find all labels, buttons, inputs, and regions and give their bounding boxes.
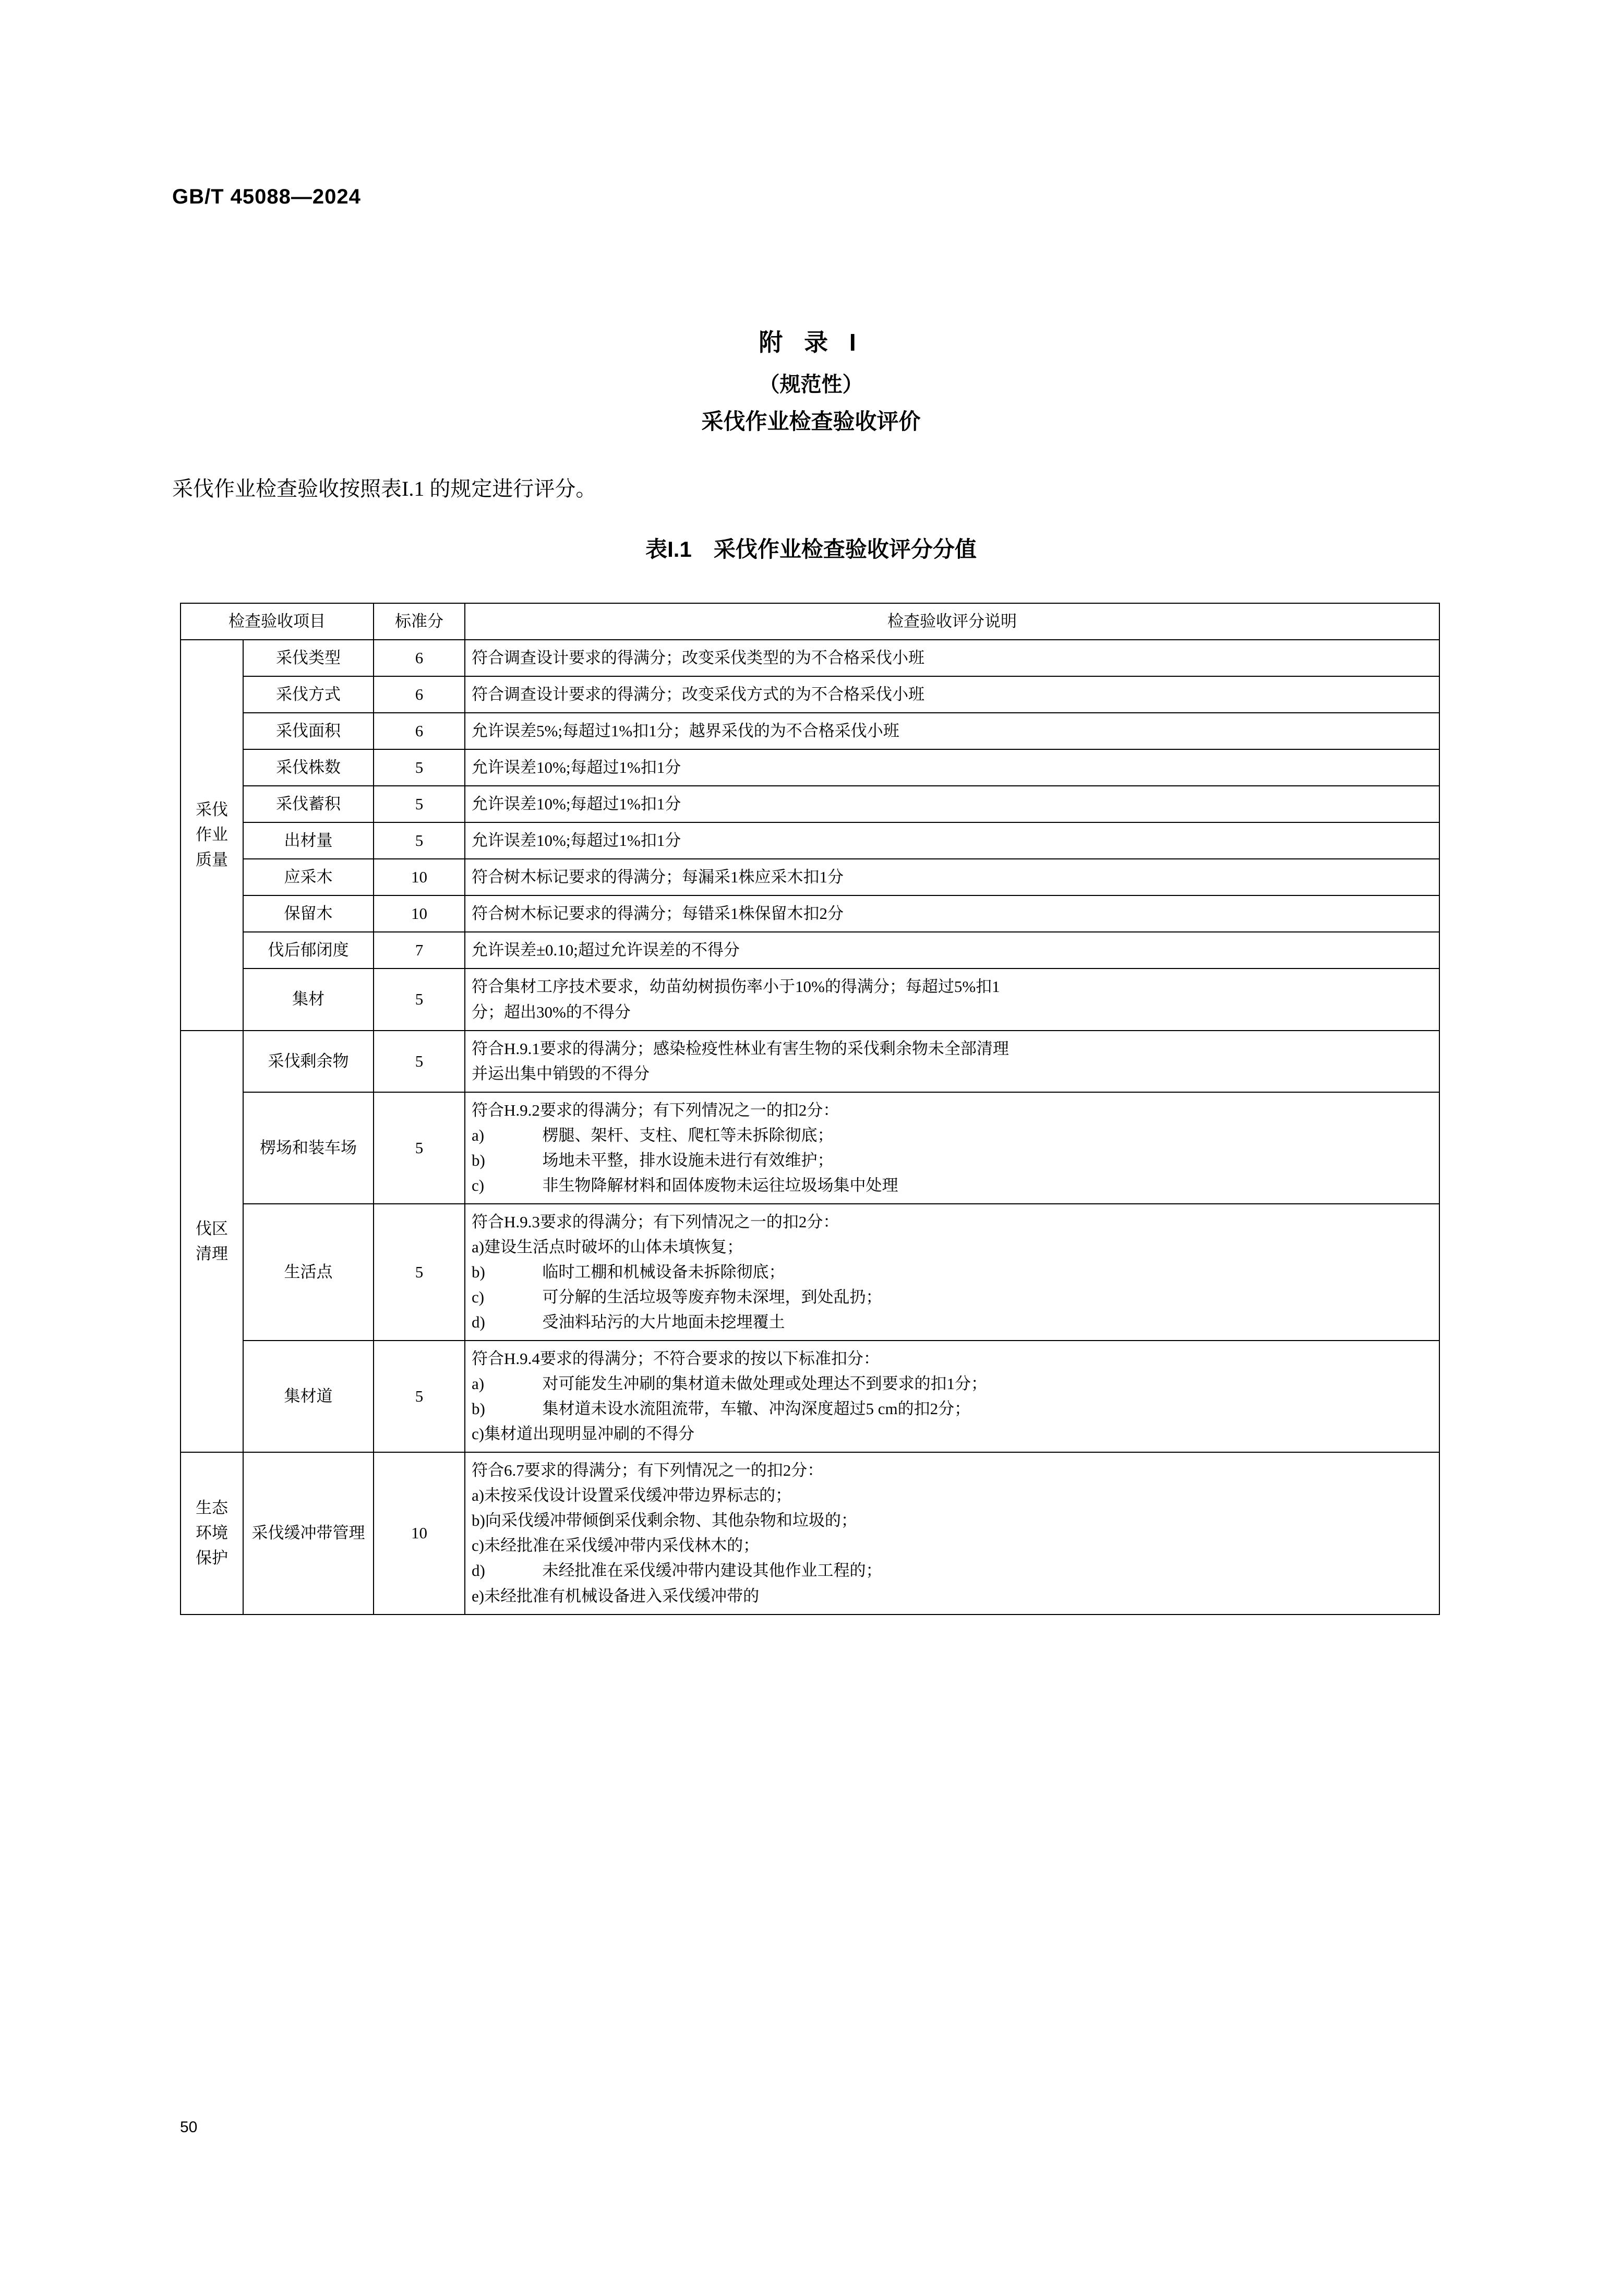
- sub-item: d) 未经批准在采伐缓冲带内建设其他作业工程的；: [472, 1561, 882, 1580]
- table-row: [181, 895, 1439, 932]
- item-score: 10: [374, 1452, 465, 1614]
- item-name: 保留木: [243, 895, 374, 932]
- sub-item: b) 集材道未设水流阻流带，车辙、冲沟深度超过5 cm的扣2分；: [472, 1400, 971, 1418]
- header-score: 标准分: [374, 603, 465, 640]
- item-score: 5: [374, 1031, 465, 1092]
- sub-item: a) 对可能发生冲刷的集材道未做处理或处理达不到要求的扣1分；: [472, 1374, 987, 1393]
- table-row: [181, 713, 1439, 749]
- item-score: 10: [374, 895, 465, 932]
- item-name: 采伐剩余物: [243, 1031, 374, 1092]
- item-name: 集材: [243, 968, 374, 1030]
- item-name: 出材量: [243, 822, 374, 859]
- table-row: [181, 640, 1439, 676]
- table-caption: 表I.1 采伐作业检查验收评分分值: [645, 537, 977, 561]
- item-score: 5: [374, 1341, 465, 1452]
- item-score: 5: [374, 1092, 465, 1204]
- item-name: 采伐缓冲带管理: [243, 1452, 374, 1614]
- item-name: 采伐类型: [243, 640, 374, 676]
- table-row: [181, 859, 1439, 895]
- sub-item: d) 受油料玷污的大片地面未挖埋覆土: [472, 1313, 785, 1332]
- table-row: [181, 1092, 1439, 1204]
- item-name: 采伐面积: [243, 713, 374, 749]
- standard-number: GB/T 45088—2024: [172, 185, 361, 208]
- item-score: 6: [374, 676, 465, 713]
- group-label-eco: 生态 环境 保护: [181, 1452, 243, 1614]
- table-row: [181, 1031, 1439, 1092]
- table-header-row: [181, 603, 1439, 640]
- intro-paragraph: 采伐作业检查验收按照表I.1 的规定进行评分。: [172, 477, 597, 500]
- item-desc: 符合调查设计要求的得满分；改变采伐方式的为不合格采伐小班: [465, 676, 1439, 713]
- item-desc: 符合调查设计要求的得满分；改变采伐类型的为不合格采伐小班: [465, 640, 1439, 676]
- table-row: [181, 932, 1439, 968]
- item-score: 5: [374, 1204, 465, 1341]
- item-desc: 允许误差10%;每超过1%扣1分: [465, 786, 1439, 822]
- page-number: 50: [180, 2119, 198, 2136]
- item-desc: 符合树木标记要求的得满分；每错采1株保留木扣2分: [465, 895, 1439, 932]
- annex-type: （规范性）: [759, 373, 863, 396]
- item-score: 7: [374, 932, 465, 968]
- item-desc: 允许误差10%;每超过1%扣1分: [465, 822, 1439, 859]
- item-name: 伐后郁闭度: [243, 932, 374, 968]
- item-desc: 符合H.9.3要求的得满分；有下列情况之一的扣2分： a)建设生活点时破坏的山体未填恢复； b) 临时工棚和机械设备未拆除彻底； c) 可分解的生活垃圾等废弃物未深埋，到处乱扔； d) 受油料玷污的大片地面未挖埋覆土: [465, 1204, 1439, 1341]
- item-name: 生活点: [243, 1204, 374, 1341]
- score-table: [180, 603, 1440, 1615]
- sub-item: c) 可分解的生活垃圾等废弃物未深埋，到处乱扔；: [472, 1287, 882, 1306]
- item-desc: 符合集材工序技术要求，幼苗幼树损伤率小于10%的得满分；每超过5%扣1 分；超出30%的不得分: [465, 968, 1439, 1030]
- item-score: 6: [374, 713, 465, 749]
- item-name: 集材道: [243, 1341, 374, 1452]
- sub-item: a) 楞腿、架杆、支柱、爬杠等未拆除彻底；: [472, 1126, 834, 1144]
- table-row: [181, 968, 1439, 1030]
- annex-name: 采伐作业检查验收评价: [701, 409, 921, 434]
- item-score: 5: [374, 822, 465, 859]
- header-item: 检查验收项目: [181, 603, 374, 640]
- item-desc: 符合6.7要求的得满分；有下列情况之一的扣2分： a)未按采伐设计设置采伐缓冲带边界标志的； b)向采伐缓冲带倾倒采伐剩余物、其他杂物和垃圾的； c)未经批准在采伐缓冲带内采伐林木的； d) 未经批准在采伐缓冲带内建设其他作业工程的； e)未经批准有机械设备进入采伐缓冲带的: [465, 1452, 1439, 1614]
- annex-title: 附 录 I: [759, 329, 863, 356]
- table-row: [181, 1204, 1439, 1341]
- item-name: 采伐株数: [243, 749, 374, 786]
- item-name: 采伐方式: [243, 676, 374, 713]
- table-row: [181, 1341, 1439, 1452]
- item-name: 应采木: [243, 859, 374, 895]
- group-label-cleanup: 伐区 清理: [181, 1031, 243, 1453]
- sub-item: b) 临时工棚和机械设备未拆除彻底；: [472, 1262, 785, 1281]
- item-name: 采伐蓄积: [243, 786, 374, 822]
- sub-item: c) 非生物降解材料和固体废物未运往垃圾场集中处理: [472, 1176, 898, 1194]
- item-score: 5: [374, 749, 465, 786]
- item-score: 6: [374, 640, 465, 676]
- item-score: 10: [374, 859, 465, 895]
- item-score: 5: [374, 786, 465, 822]
- table-row: [181, 676, 1439, 713]
- item-name: 楞场和装车场: [243, 1092, 374, 1204]
- group-label-quality: 采伐 作业 质量: [181, 640, 243, 1031]
- item-desc: 符合树木标记要求的得满分；每漏采1株应采木扣1分: [465, 859, 1439, 895]
- item-score: 5: [374, 968, 465, 1030]
- item-desc: 符合H.9.1要求的得满分；感染检疫性林业有害生物的采伐剩余物未全部清理 并运出集中销毁的不得分: [465, 1031, 1439, 1092]
- table-row: [181, 822, 1439, 859]
- item-desc: 允许误差10%;每超过1%扣1分: [465, 749, 1439, 786]
- table-row: [181, 749, 1439, 786]
- table-row: [181, 1452, 1439, 1614]
- item-desc: 符合H.9.2要求的得满分；有下列情况之一的扣2分： a) 楞腿、架杆、支柱、爬杠等未拆除彻底； b) 场地未平整，排水设施未进行有效维护； c) 非生物降解材料和固体废物未运往垃圾场集中处理: [465, 1092, 1439, 1204]
- item-desc: 符合H.9.4要求的得满分；不符合要求的按以下标准扣分： a) 对可能发生冲刷的集材道未做处理或处理达不到要求的扣1分； b) 集材道未设水流阻流带，车辙、冲沟深度超过5 cm的扣2分； c)集材道出现明显冲刷的不得分: [465, 1341, 1439, 1452]
- score-table-wrapper: [180, 603, 1440, 1615]
- item-desc: 允许误差±0.10;超过允许误差的不得分: [465, 932, 1439, 968]
- sub-item: b) 场地未平整，排水设施未进行有效维护；: [472, 1151, 834, 1169]
- header-desc: 检查验收评分说明: [465, 603, 1439, 640]
- item-desc: 允许误差5%;每超过1%扣1分；越界采伐的为不合格采伐小班: [465, 713, 1439, 749]
- table-row: [181, 786, 1439, 822]
